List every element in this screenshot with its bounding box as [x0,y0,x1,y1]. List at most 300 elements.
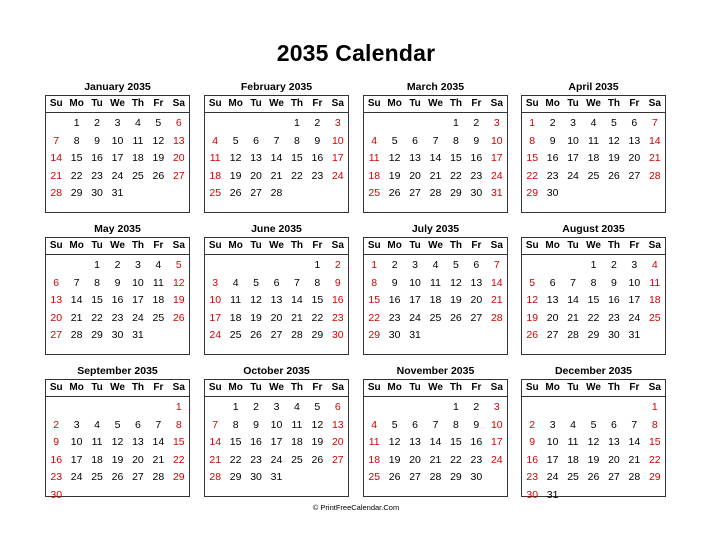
weekday-label: Tu [409,98,421,109]
weekday-header-row [522,238,665,255]
day-cell: 12 [172,276,185,289]
day-cell: 27 [470,311,483,324]
day-cell: 28 [70,329,83,342]
weekday-label: Mo [69,382,84,393]
day-cell: 12 [587,436,600,449]
day-cell: 12 [608,134,620,147]
month-table [204,95,349,213]
day-cell: 31 [409,329,421,342]
day-cell: 15 [311,294,324,307]
weekday-label: Su [525,240,539,251]
month-table [363,379,508,497]
day-cell: 19 [450,294,462,307]
day-cell: 18 [587,152,600,165]
day-cell: 1 [651,401,658,413]
day-cell: 30 [250,471,262,484]
day-cell: 24 [546,471,559,484]
day-cell: 15 [229,436,242,449]
weekday-label: Fr [312,98,323,109]
day-cell: 7 [53,134,60,147]
weekday-header-row [46,238,189,255]
day-cell: 19 [608,152,620,165]
weekday-label: Su [208,98,222,109]
day-cell: 25 [587,169,600,182]
weekday-label: Fr [153,240,164,251]
day-cell: 16 [388,294,401,307]
day-cell: 4 [590,117,597,129]
empty-day-cell [46,115,66,133]
day-cell: 16 [311,152,324,165]
weekday-label: Mo [387,98,402,109]
day-cell: 28 [648,169,661,182]
day-cell: 5 [391,134,398,147]
day-cell: 4 [294,401,300,413]
day-cell: 5 [114,418,121,431]
day-cell: 21 [70,311,83,324]
weekday-label: Tu [567,382,579,393]
empty-day-cell [563,257,583,275]
empty-day-cell [624,399,644,417]
empty-day-cell [128,399,148,417]
weekday-label: We [269,382,284,393]
day-cell: 2 [549,117,556,129]
day-cell: 18 [209,169,222,182]
weekday-header-row [522,96,665,113]
weekday-label: Fr [629,98,640,109]
day-cell: 31 [111,187,124,200]
day-cell: 24 [270,453,283,466]
day-cell: 16 [470,152,483,165]
day-cell: 1 [175,401,182,413]
day-cell: 2 [334,259,341,271]
day-cell: 6 [53,276,60,289]
day-cell: 12 [388,152,401,165]
day-cell: 30 [526,488,539,501]
day-cell: 2 [473,401,480,413]
day-cell: 22 [368,311,381,324]
day-cell: 29 [70,187,83,200]
day-cell: 19 [250,311,262,324]
month-block [204,222,349,355]
empty-day-cell [604,399,624,417]
weekday-label: Sa [172,240,185,251]
day-cell: 19 [388,169,401,182]
weekday-label: Sa [490,98,503,109]
empty-day-cell [522,399,542,417]
day-cell: 1 [294,117,300,129]
day-cell: 7 [432,134,439,147]
day-cell: 28 [291,329,303,342]
day-cell: 24 [490,453,503,466]
day-cell: 10 [628,276,641,289]
day-cell: 12 [250,294,262,307]
day-cell: 7 [432,418,439,431]
day-cell: 17 [490,152,503,165]
day-cell: 7 [294,276,300,289]
empty-day-cell [266,115,286,133]
day-cell: 25 [229,329,242,342]
day-cell: 3 [570,117,576,129]
day-cell: 8 [371,276,378,289]
day-cell: 6 [473,259,480,271]
day-grid [46,255,189,345]
day-cell: 1 [453,117,459,129]
day-cell: 22 [450,453,462,466]
day-cell: 9 [94,134,100,147]
day-cell: 28 [152,471,165,484]
month-table [363,95,508,213]
day-cell: 29 [648,471,661,484]
day-cell: 13 [409,152,421,165]
day-cell: 21 [648,152,661,165]
day-cell: 6 [273,276,280,289]
day-cell: 18 [291,436,303,449]
weekday-header-row [364,380,507,397]
empty-day-cell [542,257,562,275]
weekday-label: Sa [172,98,185,109]
empty-day-cell [205,115,225,133]
weekday-label: Th [449,382,463,393]
day-cell: 20 [470,294,483,307]
day-cell: 10 [132,276,144,289]
day-cell: 10 [567,134,579,147]
day-cell: 5 [253,276,259,289]
day-cell: 27 [409,471,421,484]
weekday-label: Fr [471,240,482,251]
day-cell: 10 [490,418,503,431]
weekday-label: Sa [490,240,503,251]
day-cell: 25 [132,169,144,182]
day-cell: 19 [172,294,185,307]
day-cell: 21 [628,453,641,466]
day-cell: 6 [412,418,418,431]
day-cell: 25 [152,311,165,324]
day-cell: 23 [91,169,103,182]
weekday-label: Sa [172,382,185,393]
day-cell: 30 [50,488,63,501]
day-cell: 22 [291,169,303,182]
weekday-label: Su [525,98,539,109]
day-cell: 8 [175,418,182,431]
empty-day-cell [563,399,583,417]
day-cell: 10 [546,436,559,449]
day-cell: 11 [588,134,599,147]
day-cell: 11 [230,294,242,307]
day-cell: 1 [453,401,459,413]
empty-day-cell [384,115,404,133]
day-cell: 20 [628,152,641,165]
day-cell: 24 [132,311,144,324]
day-cell: 12 [311,418,324,431]
day-cell: 28 [490,311,503,324]
month-table [45,379,190,501]
day-cell: 9 [611,276,617,289]
day-cell: 19 [229,169,242,182]
empty-day-cell [87,399,107,417]
day-cell: 21 [429,169,442,182]
weekday-label: We [110,382,125,393]
weekday-label: We [269,98,284,109]
empty-day-cell [205,399,225,417]
day-cell: 8 [590,276,597,289]
day-cell: 5 [611,117,617,129]
day-cell: 25 [368,471,381,484]
weekday-label: Th [607,382,621,393]
day-cell: 18 [368,453,381,466]
day-cell: 30 [546,187,559,200]
day-cell: 10 [409,276,421,289]
day-cell: 23 [111,311,124,324]
weekday-label: Sa [331,382,344,393]
day-grid [205,397,348,487]
day-cell: 6 [175,117,182,129]
month-block [45,364,190,501]
day-cell: 20 [132,453,144,466]
day-cell: 11 [132,134,144,147]
day-cell: 4 [232,276,239,289]
day-cell: 11 [368,436,380,449]
day-cell: 21 [270,169,283,182]
footer-credit: © PrintFreeCalendar.Com [312,503,400,512]
weekday-label: Su [49,240,63,251]
day-cell: 3 [212,276,219,289]
day-cell: 1 [314,259,321,271]
day-cell: 22 [311,311,324,324]
day-cell: 19 [152,152,165,165]
day-cell: 29 [587,329,600,342]
day-cell: 6 [253,134,259,147]
day-cell: 12 [229,152,242,165]
weekday-label: Mo [69,240,84,251]
month-block [204,80,349,213]
day-cell: 3 [549,418,556,431]
day-cell: 9 [253,418,259,431]
day-cell: 23 [546,169,559,182]
day-cell: 3 [73,418,80,431]
day-cell: 31 [490,187,503,200]
day-cell: 11 [291,418,303,431]
empty-day-cell [205,257,225,275]
day-cell: 8 [453,134,459,147]
day-cell: 28 [270,187,283,200]
day-cell: 15 [450,152,462,165]
weekday-label: Th [607,98,621,109]
day-cell: 29 [91,329,103,342]
month-name: September 2035 [77,365,158,377]
weekday-label: We [428,382,443,393]
day-cell: 4 [135,117,141,129]
day-cell: 25 [209,187,222,200]
weekday-label: Th [449,240,463,251]
weekday-label: Mo [69,98,84,109]
day-cell: 13 [50,294,63,307]
weekday-label: Su [208,382,222,393]
day-cell: 26 [172,311,185,324]
weekday-label: Mo [545,98,560,109]
day-cell: 20 [270,311,283,324]
day-cell: 30 [388,329,401,342]
weekday-label: Tu [250,382,262,393]
weekday-header-row [46,96,189,113]
day-cell: 9 [391,276,398,289]
day-grid [364,113,507,203]
weekday-label: Tu [250,240,262,251]
weekday-label: Fr [629,382,640,393]
day-cell: 7 [493,259,500,271]
day-cell: 14 [567,294,579,307]
day-cell: 5 [232,134,239,147]
day-cell: 14 [648,134,661,147]
day-cell: 25 [429,311,442,324]
day-cell: 18 [132,152,144,165]
day-cell: 27 [546,329,559,342]
weekday-label: Su [49,382,63,393]
day-cell: 31 [270,471,283,484]
day-grid [522,113,665,203]
day-cell: 9 [473,134,480,147]
weekday-header-row [205,238,348,255]
day-cell: 7 [155,418,162,431]
day-cell: 6 [549,276,556,289]
day-cell: 5 [529,276,536,289]
day-cell: 19 [111,453,124,466]
day-cell: 13 [270,294,283,307]
weekday-label: Th [131,240,145,251]
month-table [204,379,349,497]
empty-day-cell [107,399,127,417]
empty-day-cell [364,115,384,133]
day-cell: 20 [546,311,559,324]
day-cell: 18 [368,169,381,182]
day-cell: 30 [331,329,344,342]
weekday-label: We [269,240,284,251]
day-cell: 17 [490,436,503,449]
day-cell: 18 [648,294,661,307]
weekday-label: Tu [409,240,421,251]
day-cell: 3 [631,259,638,271]
day-cell: 16 [50,453,63,466]
day-cell: 22 [70,169,83,182]
day-cell: 27 [250,187,262,200]
day-cell: 30 [470,187,483,200]
day-cell: 15 [291,152,303,165]
day-cell: 9 [473,418,480,431]
day-cell: 29 [450,471,462,484]
day-cell: 12 [111,436,124,449]
day-cell: 3 [114,117,121,129]
day-cell: 25 [291,453,303,466]
weekday-label: Mo [545,382,560,393]
month-table [45,237,190,355]
month-block [45,222,190,355]
day-cell: 8 [73,134,80,147]
day-cell: 15 [91,294,103,307]
day-cell: 8 [294,134,300,147]
month-name: April 2035 [568,81,619,93]
day-grid [46,397,189,505]
weekday-label: Sa [490,382,503,393]
empty-day-cell [542,399,562,417]
weekday-label: Sa [331,98,344,109]
empty-day-cell [425,399,445,417]
day-cell: 1 [529,117,536,129]
day-cell: 3 [334,117,341,129]
day-cell: 13 [608,436,620,449]
day-cell: 4 [570,418,576,431]
weekday-label: We [428,98,443,109]
day-cell: 26 [388,187,401,200]
day-cell: 1 [590,259,597,271]
empty-day-cell [405,115,425,133]
month-block [363,80,508,213]
day-cell: 18 [91,453,103,466]
day-cell: 26 [229,187,242,200]
empty-day-cell [266,257,286,275]
weekday-label: Fr [471,98,482,109]
day-cell: 22 [648,453,661,466]
day-cell: 17 [209,311,222,324]
month-block [521,80,666,213]
day-cell: 3 [273,401,280,413]
weekday-label: Mo [387,240,402,251]
empty-day-cell [46,257,66,275]
day-cell: 25 [648,311,661,324]
day-cell: 8 [94,276,100,289]
day-cell: 27 [628,169,641,182]
empty-day-cell [148,399,168,417]
day-cell: 22 [526,169,539,182]
month-table [204,237,349,355]
day-cell: 21 [152,453,165,466]
day-cell: 28 [209,471,222,484]
day-cell: 3 [135,259,141,271]
month-name: December 2035 [554,365,633,377]
day-cell: 4 [371,418,378,431]
day-cell: 15 [587,294,600,307]
day-cell: 18 [429,294,442,307]
weekday-label: Su [367,98,381,109]
day-cell: 13 [546,294,559,307]
day-cell: 13 [470,276,483,289]
day-cell: 11 [152,276,164,289]
empty-day-cell [405,399,425,417]
month-name: May 2035 [94,223,141,235]
day-cell: 30 [608,329,620,342]
day-cell: 16 [526,453,539,466]
month-table [363,237,508,355]
weekday-label: Su [367,382,381,393]
day-cell: 27 [50,329,63,342]
weekday-label: Th [290,240,304,251]
day-cell: 8 [529,134,536,147]
weekday-label: Fr [153,98,164,109]
day-cell: 6 [412,134,418,147]
weekday-label: We [586,240,601,251]
day-cell: 3 [493,401,500,413]
day-cell: 14 [270,152,283,165]
weekday-label: Th [131,98,145,109]
day-cell: 30 [470,471,483,484]
day-cell: 25 [368,187,381,200]
day-cell: 19 [388,453,401,466]
day-cell: 7 [73,276,80,289]
day-grid [46,113,189,203]
day-cell: 26 [450,311,462,324]
month-name: March 2035 [406,81,465,93]
day-cell: 6 [611,418,617,431]
day-cell: 27 [331,453,344,466]
day-cell: 16 [546,152,559,165]
